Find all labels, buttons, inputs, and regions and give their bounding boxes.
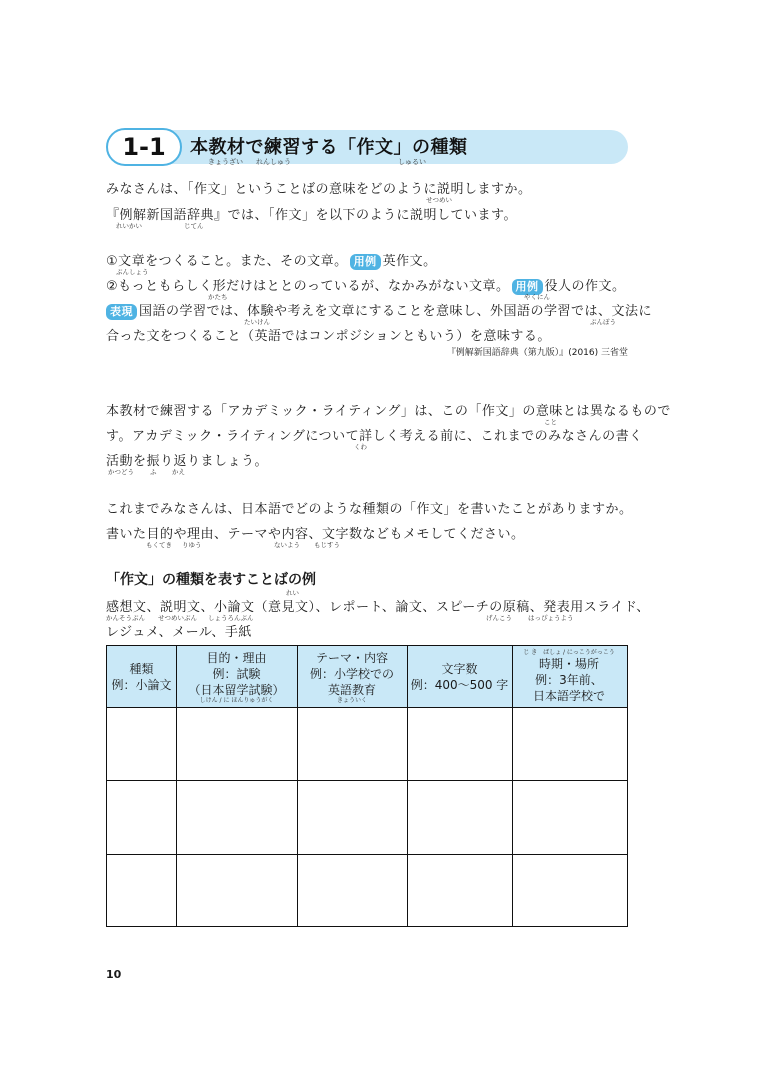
table-header-cell: テーマ・内容 例：小学校での 英語教育 きょういく xyxy=(309,651,394,704)
intro-line-2: 『例解新国語辞典』では、「作文」を以下のように説明しています。 xyxy=(106,208,517,223)
examples-heading: 「作文」の種類を表すことばの例 xyxy=(106,572,316,588)
table-cell[interactable] xyxy=(107,708,176,780)
paragraph-1-line-1: 本教材で練習する「アカデミック・ライティング」は、この「作文」の意味とは異なるもので xyxy=(106,404,671,419)
table-cell[interactable] xyxy=(512,708,626,780)
section-title-ruby: しゅるい xyxy=(398,158,426,166)
paragraph-1-line-2: す。アカデミック・ライティングについて詳しく考える前に、これまでのみなさんの書く xyxy=(106,429,643,444)
ruby: かえ xyxy=(172,468,185,476)
intro-line-1: みなさんは、「作文」ということばの意味をどのように説明しますか。 xyxy=(106,182,532,197)
table-header-cell: 種類 例：小論文 xyxy=(111,662,172,692)
ruby: れい xyxy=(286,589,299,597)
definition-item-1 xyxy=(106,250,437,270)
table-cell[interactable] xyxy=(176,708,297,780)
section-title-ruby: れんしゅう xyxy=(256,158,291,166)
writing-types-table xyxy=(106,645,628,927)
citation: 『例解新国語辞典（第九版）』(2016) 三省堂 xyxy=(446,348,628,358)
ruby: げんこう xyxy=(486,614,512,622)
table-cell[interactable] xyxy=(176,780,297,854)
paragraph-2-line-1: これまでみなさんは、日本語でどのような種類の「作文」を書いたことがありますか。 xyxy=(106,502,633,517)
table-header-cell: 文字数 例：400〜500 字 xyxy=(410,662,509,692)
table-cell[interactable] xyxy=(297,708,407,780)
ruby: れいかい xyxy=(116,222,142,230)
expression-tag: 表現 xyxy=(106,304,137,320)
ruby: ないよう xyxy=(274,541,300,549)
table-cell[interactable] xyxy=(512,780,626,854)
ruby: せつめい xyxy=(426,196,452,204)
section-header xyxy=(106,128,628,166)
ruby: もくてき xyxy=(146,541,172,549)
paragraph-1-line-3: 活動を振り返りましょう。 xyxy=(106,454,269,469)
examples-line-2: レジュメ、メール、手紙 xyxy=(106,625,252,640)
table-cell[interactable] xyxy=(407,780,512,854)
table-cell[interactable] xyxy=(297,854,407,925)
usage-tag: 用例 xyxy=(350,254,381,270)
ruby: ふ xyxy=(150,468,157,476)
table-cell[interactable] xyxy=(107,854,176,925)
definition-note-2: 合った文をつくること（英語ではコンポジションともいう）を意味する。 xyxy=(106,329,551,344)
section-number: 1-1 xyxy=(106,128,182,166)
usage-tag: 用例 xyxy=(512,279,543,295)
ruby: かたち xyxy=(208,293,228,301)
table-cell[interactable] xyxy=(512,854,626,925)
paragraph-2-line-2: 書いた目的や理由、テーマや内容、文字数などもメモしてください。 xyxy=(106,527,525,542)
table-header-cell: じ き ばしょ / にっこうがっこう 時期・場所 例：3年前、 日本語学校で xyxy=(523,649,615,703)
section-title-ruby: きょうざい xyxy=(208,158,243,166)
ruby: はっぴょうよう xyxy=(528,614,574,622)
table-cell[interactable] xyxy=(407,708,512,780)
table-header-cell: 目的・理由 例：試験 （日本留学試験） しけん / に ほんりゅうがく xyxy=(188,651,285,704)
definition-text: ①文章をつくること。また、その文章。 xyxy=(106,254,348,269)
ruby: りゆう xyxy=(182,541,202,549)
ruby: せつめいぶん xyxy=(158,614,197,622)
ruby: かつどう xyxy=(108,468,134,476)
table-cell[interactable] xyxy=(407,854,512,925)
table-cell[interactable] xyxy=(107,780,176,854)
table-cell[interactable] xyxy=(297,780,407,854)
section-title: 本教材で練習する「作文」の種類 xyxy=(190,137,468,158)
ruby: じてん xyxy=(184,222,204,230)
ruby: もじすう xyxy=(314,541,340,549)
definition-text: ②もっともらしく形だけはととのっているが、なかみがない文章。 xyxy=(106,279,510,294)
table-cell[interactable] xyxy=(176,854,297,925)
examples-line-1: 感想文、説明文、小論文（意見文）、レポート、論文、スピーチの原稿、発表用スライド、 xyxy=(106,600,650,615)
table-header-row xyxy=(107,646,627,708)
page-number: 10 xyxy=(106,968,122,981)
ruby: かんそうぶん xyxy=(106,614,145,622)
ruby: ぶんぽう xyxy=(590,318,616,326)
ruby: しょうろんぶん xyxy=(208,614,254,622)
ruby: たいけん xyxy=(244,318,270,326)
note-text: 国語の学習では、体験や考えを文章にすることを意味し、外国語の学習では、文法に xyxy=(139,304,653,319)
usage-example: 英作文。 xyxy=(382,254,437,269)
usage-example: 役人の作文。 xyxy=(544,279,626,294)
ruby: くわ xyxy=(354,443,367,451)
definition-note-1 xyxy=(106,300,652,320)
ruby: ぶんしょう xyxy=(116,268,149,276)
ruby: やくにん xyxy=(524,293,550,301)
ruby: こと xyxy=(544,418,557,426)
